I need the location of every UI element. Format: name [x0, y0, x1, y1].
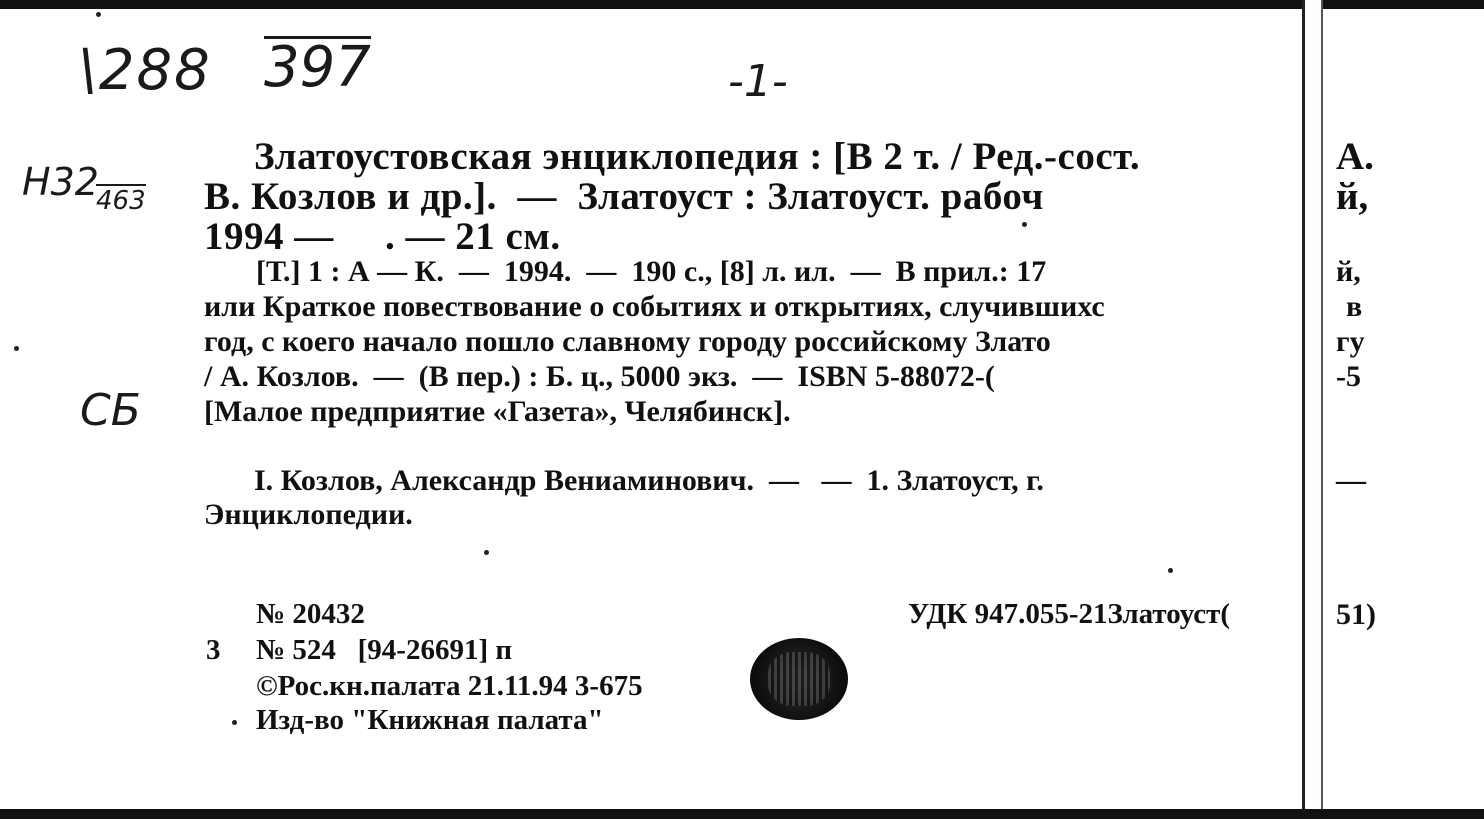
speckle	[1168, 568, 1173, 573]
subject-line-2: Энциклопедии.	[204, 498, 413, 531]
handwritten-call-number-2: 397	[264, 35, 371, 100]
edge-fragment-7: —	[1336, 464, 1366, 497]
handwritten-call-number: \288	[78, 38, 212, 103]
footer-prefix: 3	[206, 634, 221, 666]
bottom-border	[0, 809, 1484, 819]
volume-line-3: год, с коего начало пошло славному городу российскому Злато	[204, 325, 1051, 358]
footer-number: № 20432	[256, 598, 365, 630]
handwritten-shelf-mark-sub: 463	[96, 186, 146, 216]
handwritten-shelf-mark: Н32	[22, 160, 99, 204]
speckle	[14, 346, 19, 351]
edge-fragment-3: й,	[1336, 255, 1361, 288]
edge-fragment-8: 51)	[1336, 598, 1376, 631]
edge-fragment-4: в	[1346, 290, 1363, 323]
speckle	[484, 550, 489, 555]
volume-line-4: / А. Козлов. — (В пер.) : Б. ц., 5000 экз. — ISBN 5-88072-(	[204, 360, 995, 393]
card-edge-strip	[1302, 0, 1323, 819]
volume-line-1: [Т.] 1 : А — К. — 1994. — 190 с., [8] л. ил. — В прил.: 17	[256, 255, 1047, 288]
footer-chamber: ©Рос.кн.палата 21.11.94 3-675	[256, 670, 643, 702]
subject-line-1: I. Козлов, Александр Вениаминович. — — 1. Златоуст, г.	[254, 464, 1044, 497]
title-line-1: Златоустовская энциклопедия : [В 2 т. / Ред.-сост.	[254, 135, 1141, 178]
footer-number-2: № 524 [94-26691] п	[256, 634, 513, 666]
volume-line-5: [Малое предприятие «Газета», Челябинск].	[204, 395, 791, 428]
edge-fragment-1: А.	[1336, 135, 1374, 178]
title-line-2: В. Козлов и др.]. — Златоуст : Златоуст. рабоч	[204, 175, 1044, 218]
edge-fragment-2: й,	[1336, 175, 1369, 218]
edge-fragment-6: -5	[1336, 360, 1361, 393]
handwritten-page-mark: -1-	[728, 56, 788, 107]
handwritten-note: СБ	[80, 385, 141, 436]
volume-line-2: или Краткое повествование о событиях и открытиях, случившихс	[204, 290, 1105, 323]
speckle	[232, 720, 237, 725]
speckle	[1022, 222, 1027, 227]
footer-udk: УДК 947.055-21Златоуст(	[908, 598, 1231, 630]
edge-fragment-5: гу	[1336, 325, 1365, 358]
footer-publisher: Изд-во "Книжная палата"	[256, 704, 604, 736]
ink-stamp-blot	[750, 638, 848, 720]
speckle	[96, 12, 101, 17]
title-line-3: 1994 — . — 21 см.	[204, 215, 561, 258]
top-border	[0, 0, 1484, 9]
